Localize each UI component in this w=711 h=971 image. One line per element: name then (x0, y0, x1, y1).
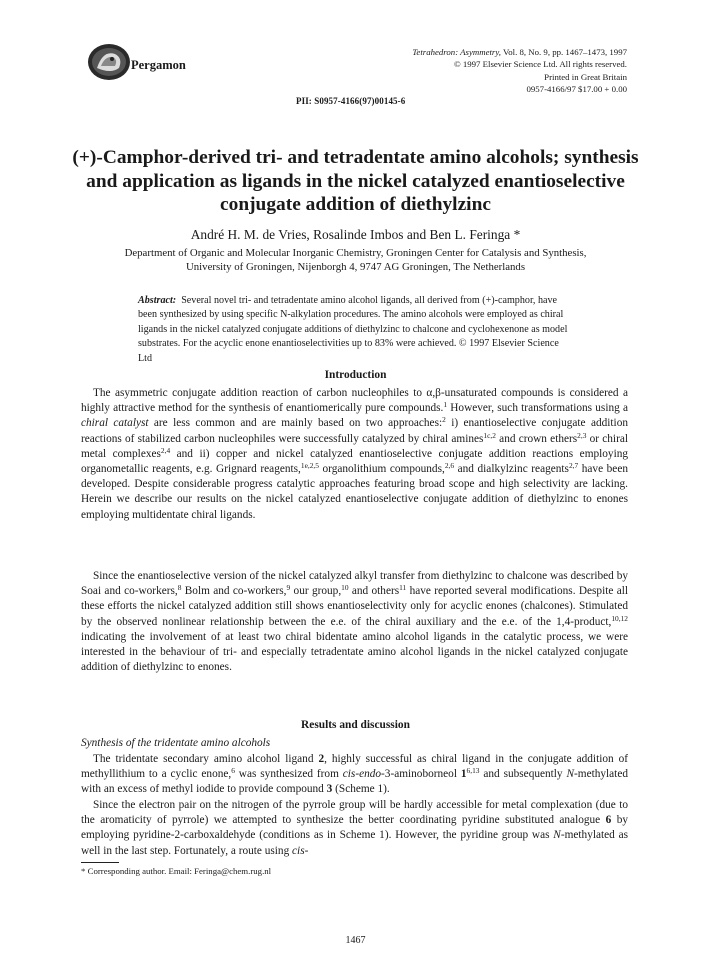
text-run: and others (348, 585, 400, 598)
text-run: The tridentate secondary amino alcohol ligand (93, 753, 319, 765)
text-run: our group, (290, 585, 342, 598)
footnote-divider (81, 862, 119, 863)
text-run: Since the electron pair on the nitrogen of the pyrrole group will be hardly accessible for metal complexation (due to the aromaticity of pyrrole) we attempted to synthesize the better coordinating pyridine substituted analogue (81, 799, 628, 827)
text-run: The asymmetric conjugate addition reaction of carbon nucleophiles to α,β-unsaturated compounds is considered a highly attractive method for the synthesis of enantiomerically pure compounds. (81, 387, 628, 415)
reference-citation[interactable]: 9 (286, 583, 291, 593)
text-run: However, such transformations using a (447, 402, 628, 415)
compound-number: 2 (318, 753, 325, 765)
subsection-heading: Synthesis of the tridentate amino alcohols (81, 737, 271, 749)
text-run: and subsequently (479, 768, 567, 781)
affiliation-line: University of Groningen, Nijenborgh 4, 9747 AG Groningen, The Netherlands (185, 261, 526, 273)
text-run: have been developed. Despite considerable progress catalytic approaches featuring broad scope and high selectivity are lacking. Herein we describe our results on the nickel catalyzed enantioselective conjugate addition of diethylzinc to enones employing multidentate chiral ligands. (81, 463, 628, 521)
abstract-text: Several novel tri- and tetradentate amino alcohol ligands, all derived from (+)-camphor, have been synthesized by using specific N-alkylation procedures. The amino alcohols were employed as chiral ligands in the nickel catalyzed conjugate additions of diethylzinc to chalcone and cyclohexenone as model substrates. For the acyclic enone enantioselectivities up to 83% were achieved. © 1997 Elsevier Science Ltd (138, 295, 568, 364)
text-run: and crown ethers (495, 432, 578, 445)
text-run: i) enantioselective conjugate addition reactions of stabilized carbon nucleophiles were successfully catalyzed by chiral amines (81, 417, 628, 445)
text-run: was synthesized from (234, 768, 343, 781)
journal-name: Tetrahedron: Asymmetry, (412, 47, 501, 57)
journal-citation (412, 46, 627, 58)
reference-citation[interactable]: 2 (442, 415, 446, 425)
pii-code: PII: S0957-4166(97)00145-6 (296, 96, 406, 106)
pergamon-logo-icon (85, 42, 133, 82)
reference-citation[interactable]: 6,13 (466, 766, 480, 776)
reference-citation[interactable]: 10,12 (611, 613, 628, 623)
reference-citation[interactable]: 2,3 (577, 430, 587, 440)
results-paragraph-2 (81, 798, 628, 859)
text-run: -methylated with an excess of methyl iodide to provide compound (81, 768, 628, 796)
results-paragraph-1 (81, 752, 628, 798)
title-line: and application as ligands in the nickel catalyzed enantioselective (86, 170, 625, 192)
title-line: conjugate addition of diethylzinc (220, 194, 491, 215)
text-run: -3-aminoborneol (381, 768, 461, 781)
section-heading-results: Results and discussion (301, 719, 410, 731)
text-run: Since the enantioselective version of the nickel catalyzed alkyl transfer from diethylzinc to chalcone was described by Soai and co-workers, (81, 570, 628, 598)
text-run: have reported several modifications. Despite all these efforts the nickel catalyzed addition still shows enantioselectivity only for acyclic enones (chalcones). Stimulated by the observed nonlinear relationship between the e.e. of the chiral auxiliary and the e.e. of the 1,4-product, (81, 585, 629, 628)
text-run: by employing pyridine-2-carboxaldehyde (conditions as in Scheme 1). However, the pyridine group was (81, 814, 628, 842)
text-run: and dialkylzinc reagents (454, 463, 569, 476)
journal-info (412, 46, 627, 95)
text-run: cis-endo (342, 768, 382, 781)
footnote: * Corresponding author. Email: Feringa@chem.rug.nl (81, 866, 272, 876)
reference-citation[interactable]: 1c,2 (483, 430, 496, 440)
compound-number: 3 (326, 783, 333, 796)
intro-paragraph-2 (81, 569, 628, 675)
journal-issue: Vol. 8, No. 9, pp. 1467–1473, 1997 (503, 47, 627, 57)
article-title (60, 146, 651, 217)
printed-line: Printed in Great Britain (544, 71, 627, 82)
reference-citation[interactable]: 2,4 (160, 445, 171, 455)
text-run: N (553, 829, 561, 842)
affiliation-line: Department of Organic and Molecular Inorganic Chemistry, Groningen Center for Catalysis and Synthesis, (124, 247, 587, 259)
publisher-name: Pergamon (131, 58, 186, 72)
reference-citation[interactable]: 10 (341, 583, 349, 593)
price-line: 0957-4166/97 $17.00 + 0.00 (526, 83, 627, 94)
reference-citation[interactable]: 1e,2,5 (300, 461, 319, 471)
page-number: 1467 (345, 935, 366, 946)
title-line: (+)-Camphor-derived tri- and tetradentate amino alcohols; synthesis (72, 147, 639, 168)
text-run: -methylated as well in the last step. Fortunately, a route using (81, 829, 628, 857)
affiliation (60, 246, 651, 274)
author-list: André H. M. de Vries, Rosalinde Imbos and Ben L. Feringa * (190, 227, 521, 242)
reference-citation[interactable]: 11 (399, 583, 407, 593)
reference-citation[interactable]: 8 (177, 583, 182, 593)
text-run: (Scheme 1). (332, 783, 390, 796)
text-run: , highly successful as chiral ligand in the conjugate addition of methyllithium to a cyclic enone, (81, 753, 628, 781)
compound-number: 6 (605, 814, 612, 827)
text-run: N (566, 768, 575, 781)
reference-citation[interactable]: 2,7 (568, 461, 579, 471)
reference-citation[interactable]: 1 (443, 400, 448, 410)
compound-number: 1 (460, 768, 467, 781)
intro-paragraph-1 (81, 386, 628, 523)
text-run: Bolm and co-workers, (181, 585, 287, 598)
text-run: are less common and are mainly based on two approaches: (148, 417, 443, 430)
reference-citation[interactable]: 2,6 (444, 461, 455, 471)
abstract-label: Abstract: (138, 295, 177, 306)
text-run: and ii) copper and nickel catalyzed enantioselective conjugate addition reactions employing organometallic reagents, e.g. Grignard reagents, (81, 447, 628, 476)
text-run: organolithium compounds, (318, 463, 445, 476)
reference-citation[interactable]: 6 (231, 766, 235, 776)
text-run: indicating the involvement of at least two chiral bidentate amino alcohol ligands in the catalytic process, we were interested in the behaviour of tri- and especially tetradentate amino alcohol ligands in the nickel catalyzed conjugate addition of diethylzinc to enones. (81, 630, 628, 674)
section-heading-introduction: Introduction (324, 369, 387, 381)
text-run: cis- (292, 844, 309, 857)
text-run: chiral catalyst (81, 417, 149, 430)
text-run: or chiral metal complexes (81, 432, 628, 460)
abstract (138, 294, 574, 366)
copyright-line: © 1997 Elsevier Science Ltd. All rights reserved. (453, 59, 627, 70)
